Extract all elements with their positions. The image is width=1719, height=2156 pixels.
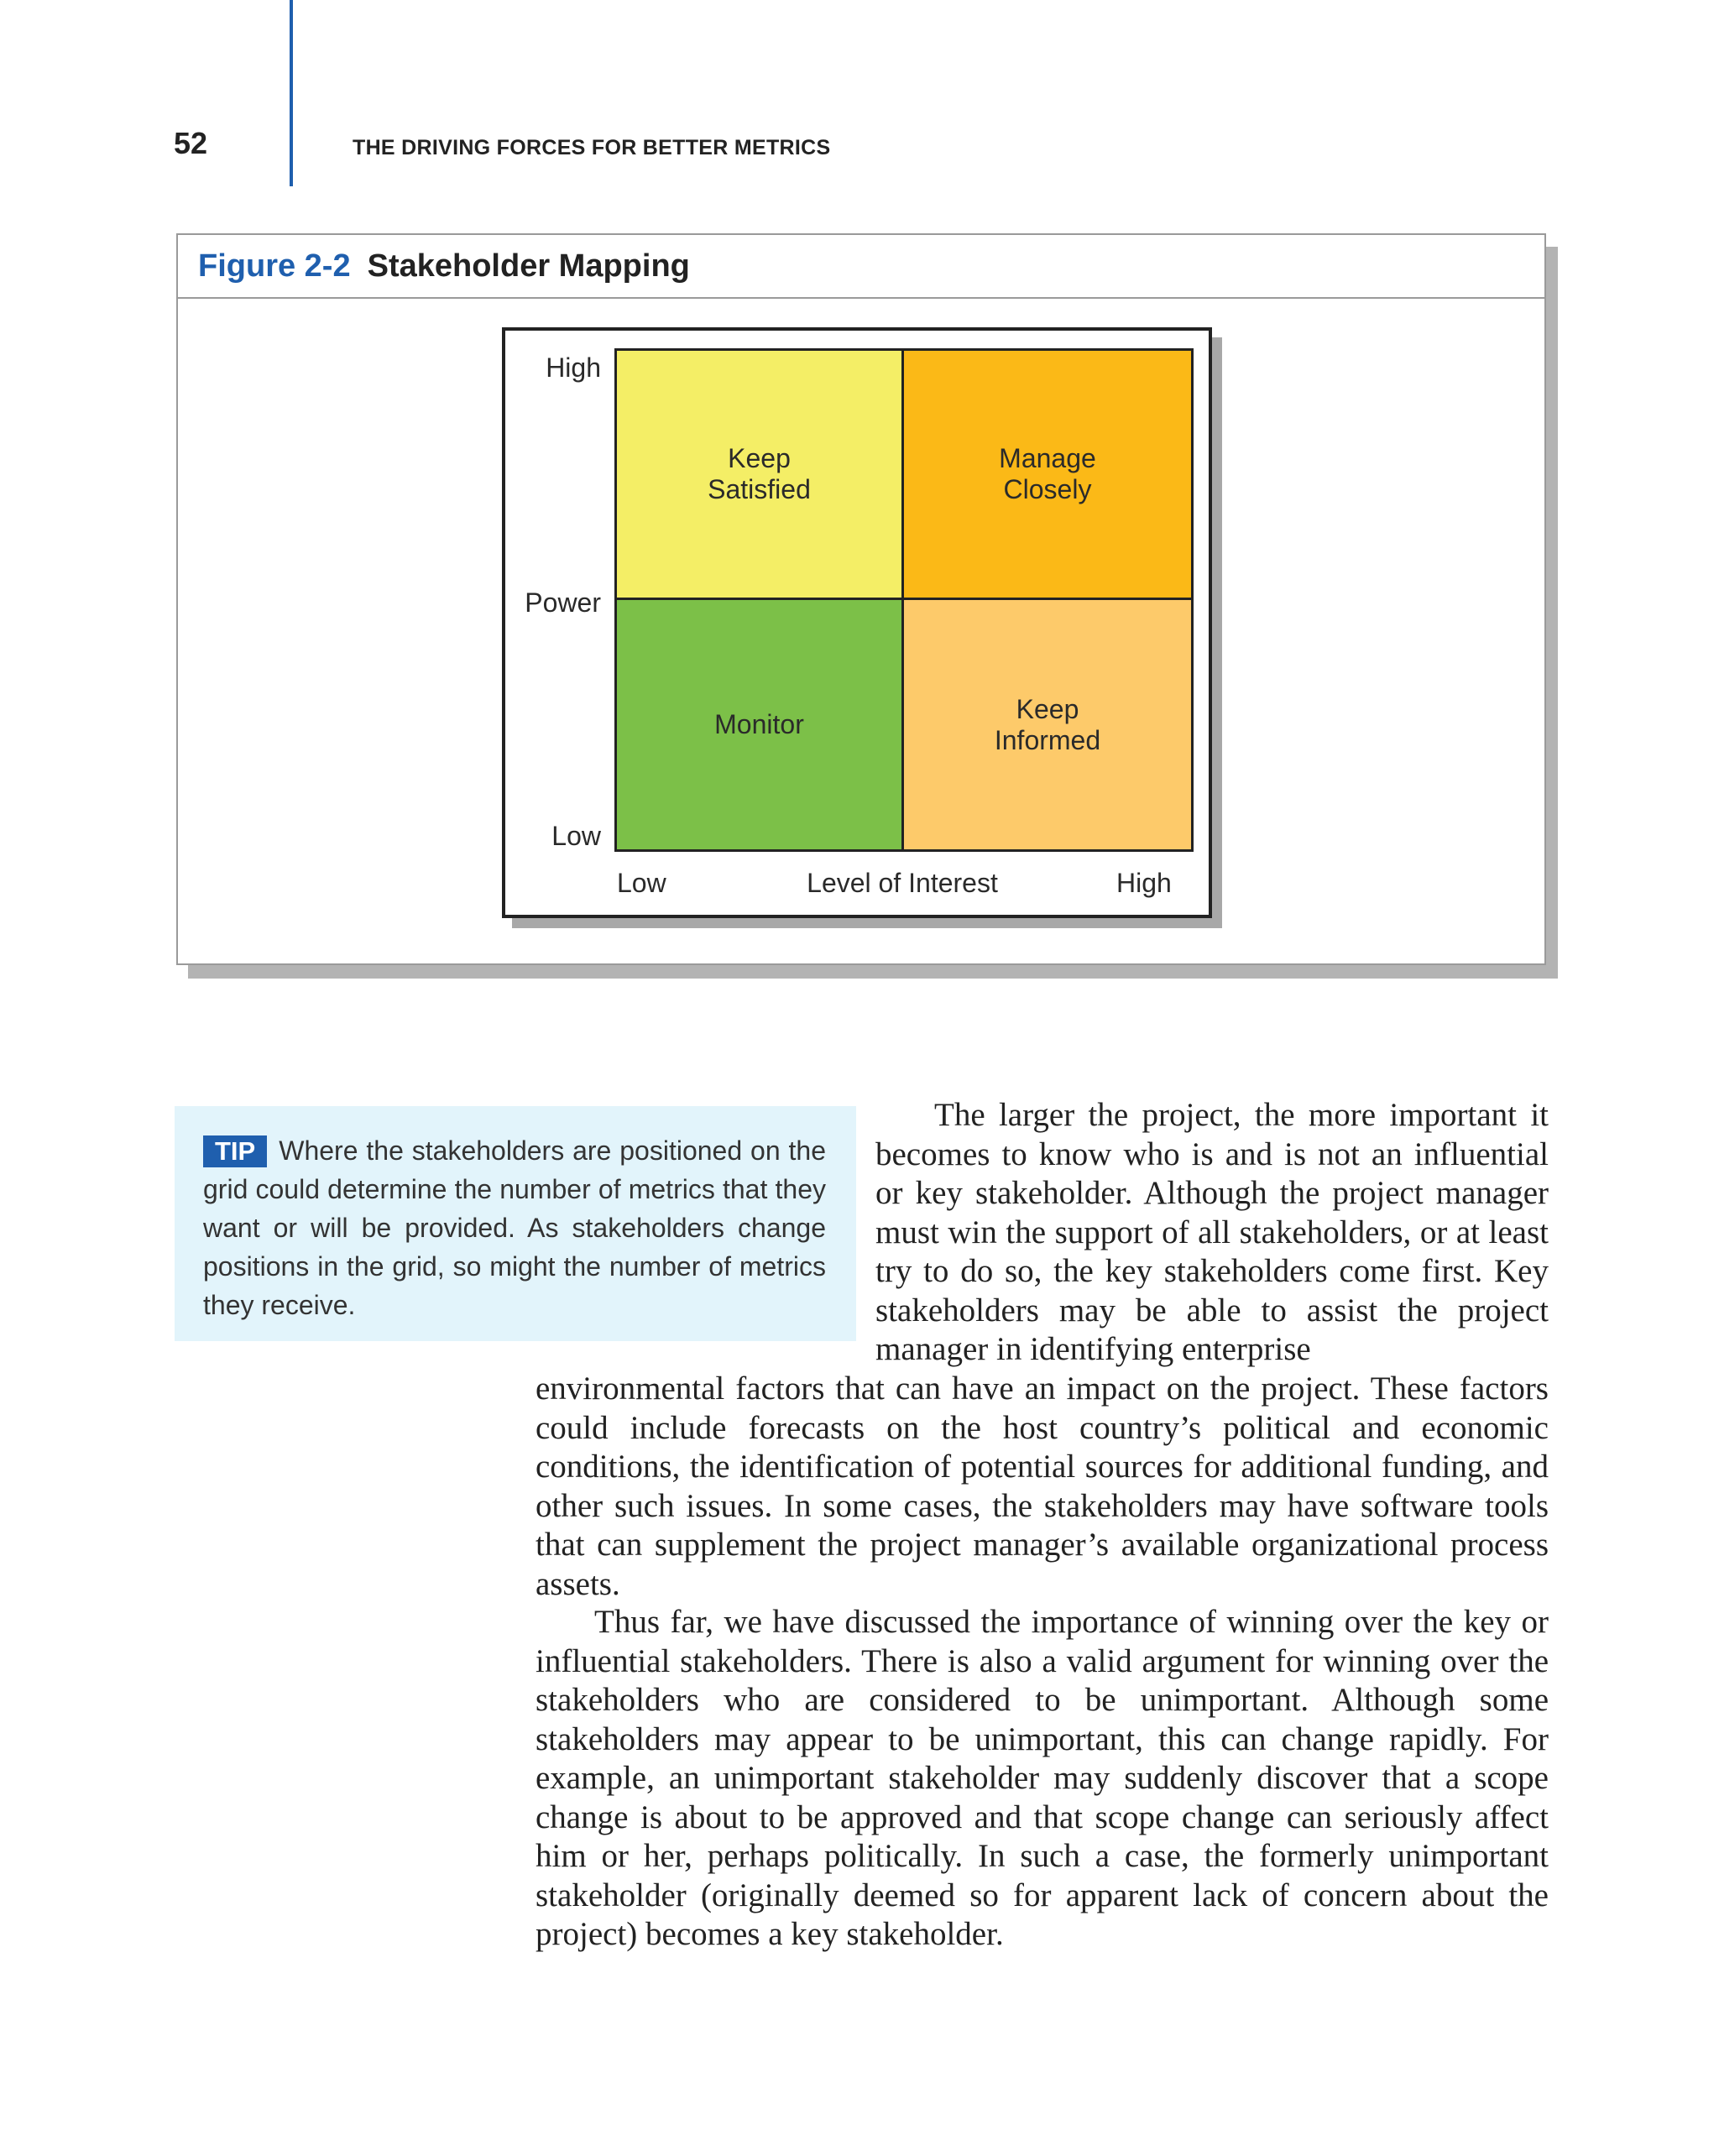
y-tick-low: Low <box>551 821 601 851</box>
x-tick-low: Low <box>617 868 666 898</box>
quadrant-manage-closely <box>904 351 1191 600</box>
quadrant-monitor <box>617 600 904 849</box>
quadrant-label: Manage Closely <box>999 443 1096 504</box>
x-axis-title: Level of Interest <box>807 868 998 898</box>
quadrant-keep-satisfied <box>617 351 904 600</box>
body-paragraph-2: Thus far, we have discussed the importance of winning over the key or influential stakeholders. There is also a valid argument for winning over the stakeholders who are considered to be unimportant. Although some stakeholders may appear to be unimportant, this can change rapidly. For example, an unimportant stakeholder may suddenly discover that a scope change is about to be approved and that scope change can seriously affect him or her, perhaps politically. In such a case, the formerly unimportant stakeholder (originally deemed so for apparent lack of concern about the project) becomes a key stakeholder. <box>536 1604 1549 1952</box>
header-rule <box>290 0 293 186</box>
page-number: 52 <box>174 126 208 160</box>
quadrant-label: Keep Informed <box>994 693 1101 755</box>
tip-text: Where the stakeholders are positioned on the grid could determine the number of metrics that they want or will be provided. As stakeholders change positions in the grid, so might the number of metrics they receive. <box>203 1135 826 1320</box>
y-axis-title: Power <box>525 587 601 618</box>
stakeholder-grid <box>614 348 1194 852</box>
y-tick-high: High <box>546 352 601 383</box>
quadrant-keep-informed <box>904 600 1191 849</box>
x-tick-high: High <box>1116 868 1172 898</box>
figure-title: Stakeholder Mapping <box>367 248 690 284</box>
body-paragraph-1-rest: environmental factors that can have an impact on the project. These factors could include forecasts on the host country’s political and economic conditions, the identification of potential sources for additional funding, and other such issues. In some cases, the stakeholders may have software tools that can supplement the project manager’s available organizational process assets. <box>536 1370 1549 1602</box>
body-paragraph-1-top: The larger the project, the more important it becomes to know who is and is not an influential or key stakeholder. Although the project manager must win the support of all stakeholders, or at least try to do so, the key stakeholders come first. Key stakeholders may be able to assist the project manager in identifying enterprise <box>875 1097 1549 1367</box>
running-head: THE DRIVING FORCES FOR BETTER METRICS <box>353 136 831 159</box>
figure-number: Figure 2-2 <box>198 248 351 284</box>
figure-caption <box>178 235 1544 299</box>
quadrant-label: Monitor <box>714 709 804 740</box>
tip-badge: TIP <box>203 1135 267 1167</box>
quadrant-label: Keep Satisfied <box>708 443 811 504</box>
tip-box <box>175 1106 856 1341</box>
